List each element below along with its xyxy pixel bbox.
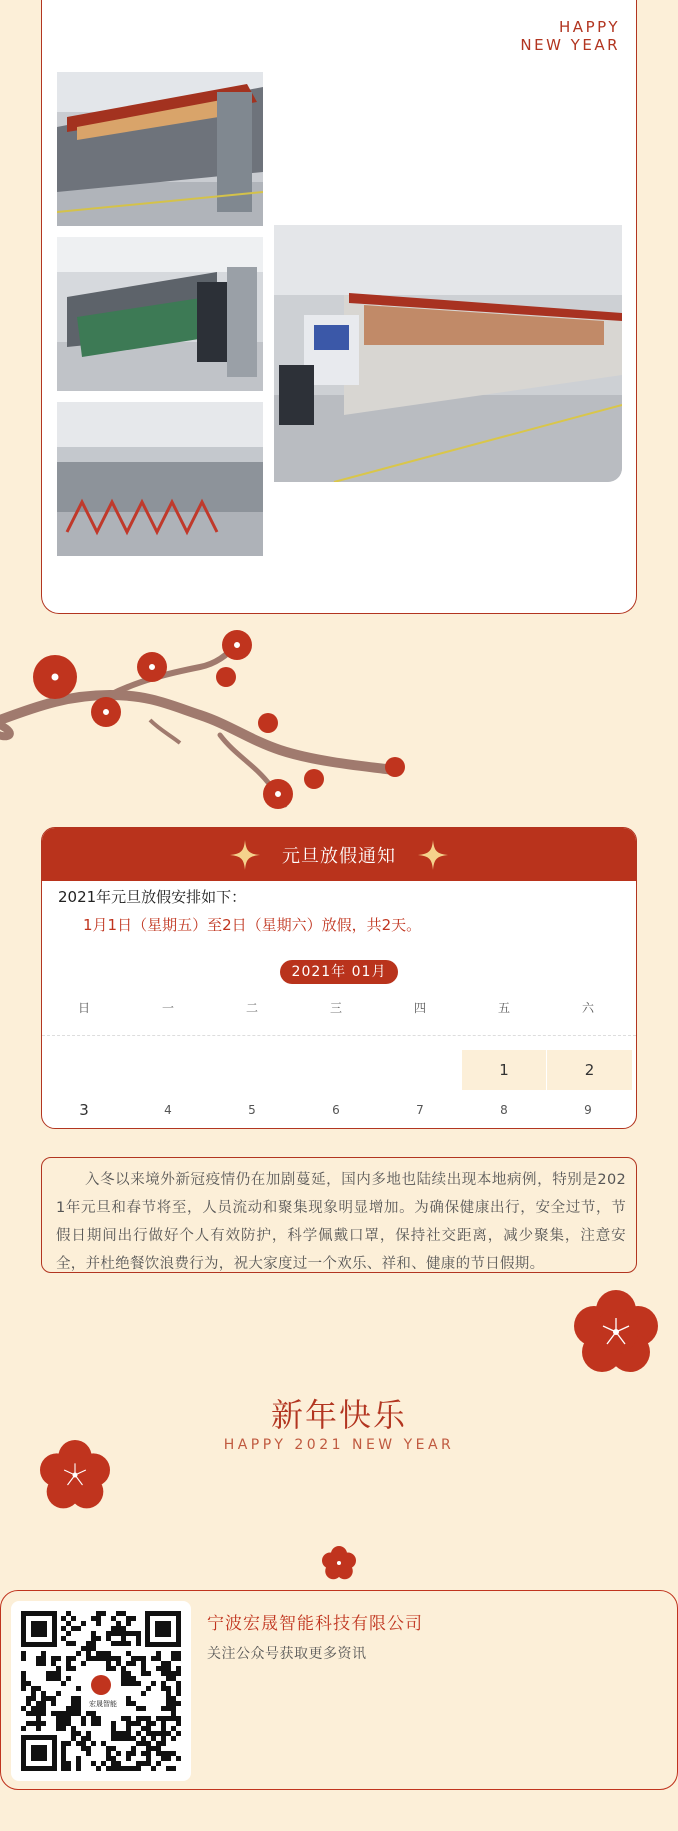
weekday-sat: 六 <box>581 1001 594 1015</box>
plum-blossom-icon <box>574 1290 658 1374</box>
calendar-month-badge: 2021年 01月 <box>280 960 398 984</box>
weekday-sun: 日 <box>77 1001 90 1015</box>
greeting-title: 新年快乐 <box>270 1396 407 1434</box>
plum-branch-decoration <box>0 625 420 815</box>
factory-photo-main <box>274 225 622 482</box>
weekday-fri: 五 <box>497 1001 510 1015</box>
qr-code-icon[interactable] <box>11 1601 191 1781</box>
plum-blossom-icon <box>322 1546 356 1580</box>
announcement-text: 入冬以来境外新冠疫情仍在加剧蔓延，国内多地也陆续出现本地病例，特别是2021年元旦和春节将至，人员流动和聚集现象明显增加。为确保健康出行，安全过节，节假日期间出行做好个人有效防护，科学佩戴口罩，保持社交距离，减少聚集，注意安全，并杜绝餐饮浪费行为，祝大家度过一个欢乐、祥和、健康的节日假期。 <box>41 1157 637 1273</box>
factory-photo-3 <box>57 402 263 556</box>
sparkle-star-icon <box>230 840 260 870</box>
calendar-day: 9 <box>584 1103 592 1117</box>
calendar-day-holiday: 1 <box>462 1050 546 1090</box>
calendar-day: 6 <box>332 1103 340 1117</box>
weekday-tue: 二 <box>245 1001 258 1015</box>
calendar-day: 4 <box>164 1103 172 1117</box>
happy-new-year-label: HAPPY NEW YEAR <box>520 18 620 54</box>
calendar-divider <box>42 1035 636 1036</box>
calendar-day <box>126 1050 210 1090</box>
calendar-day: 8 <box>500 1103 508 1117</box>
calendar-day <box>210 1050 294 1090</box>
sparkle-star-icon <box>418 840 448 870</box>
calendar-day: 3 <box>79 1101 89 1119</box>
holiday-notice-card <box>41 827 637 1129</box>
calendar-day: 5 <box>248 1103 256 1117</box>
calendar-day <box>42 1050 126 1090</box>
notice-header <box>42 828 636 881</box>
follow-prompt: 关注公众号获取更多资讯 <box>207 1646 367 1662</box>
calendar-day <box>378 1050 462 1090</box>
calendar-day-holiday: 2 <box>547 1050 632 1090</box>
company-footer <box>0 1590 678 1790</box>
greeting-subtitle: HAPPY 2021 NEW YEAR <box>223 1437 455 1453</box>
calendar-day <box>294 1050 378 1090</box>
weekday-mon: 一 <box>161 1001 174 1015</box>
notice-detail: 1月1日（星期五）至2日（星期六）放假，共2天。 <box>83 916 422 934</box>
photo-card <box>41 0 637 614</box>
factory-photo-2 <box>57 237 263 391</box>
company-name: 宁波宏晟智能科技有限公司 <box>207 1614 423 1634</box>
weekday-thu: 四 <box>413 1001 426 1015</box>
notice-intro: 2021年元旦放假安排如下： <box>58 888 247 906</box>
factory-photo-1 <box>57 72 263 226</box>
weekday-wed: 三 <box>329 1001 342 1015</box>
notice-title: 元旦放假通知 <box>282 845 396 867</box>
calendar-day: 7 <box>416 1103 424 1117</box>
qr-logo-text: 宏晟智能 <box>89 1700 117 1708</box>
